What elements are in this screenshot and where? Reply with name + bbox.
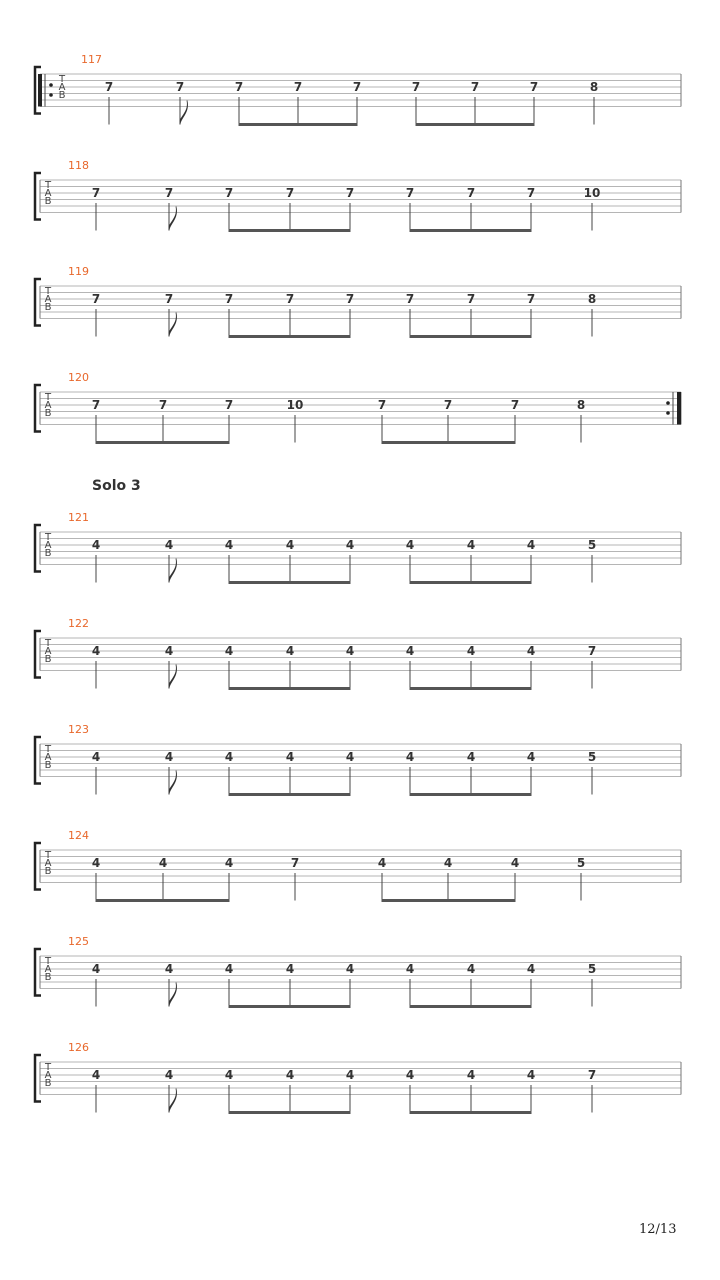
measure-number: 123	[68, 723, 89, 736]
fret-number: 4	[526, 644, 536, 658]
tab-clef-letter: B	[44, 866, 52, 877]
repeat-start-thick-bar	[38, 74, 42, 107]
fret-number: 7	[470, 80, 480, 94]
tab-system	[0, 1041, 720, 1156]
fret-number: 7	[466, 292, 476, 306]
fret-number: 4	[526, 538, 536, 552]
tab-clef-letter: A	[58, 82, 66, 93]
tab-clef-letter: T	[44, 638, 52, 649]
fret-number: 5	[576, 856, 586, 870]
tab-system	[0, 53, 720, 168]
fret-number: 4	[164, 538, 174, 552]
eighth-flag	[169, 983, 177, 1007]
fret-number: 4	[285, 538, 295, 552]
eighth-flag	[169, 559, 177, 583]
fret-number: 7	[91, 398, 101, 412]
page-number: 12/13	[639, 1222, 677, 1237]
fret-number: 7	[224, 398, 234, 412]
fret-number: 7	[285, 292, 295, 306]
fret-number: 7	[526, 292, 536, 306]
fret-number: 4	[91, 538, 101, 552]
tab-clef-letter: B	[44, 548, 52, 559]
tab-staff	[0, 940, 720, 1050]
fret-number: 4	[405, 644, 415, 658]
fret-number: 8	[576, 398, 586, 412]
fret-number: 7	[345, 292, 355, 306]
fret-number: 4	[405, 962, 415, 976]
fret-number: 4	[224, 750, 234, 764]
tab-staff	[0, 728, 720, 838]
fret-number: 7	[466, 186, 476, 200]
fret-number: 4	[91, 750, 101, 764]
tab-clef-letter: T	[44, 744, 52, 755]
fret-number: 7	[164, 292, 174, 306]
tab-staff	[0, 376, 720, 486]
tab-clef-letter: A	[44, 188, 52, 199]
fret-number: 10	[583, 186, 601, 200]
fret-number: 4	[466, 962, 476, 976]
tab-system	[0, 935, 720, 1050]
fret-number: 4	[224, 856, 234, 870]
fret-number: 7	[405, 186, 415, 200]
fret-number: 7	[290, 856, 300, 870]
fret-number: 5	[587, 538, 597, 552]
fret-number: 7	[175, 80, 185, 94]
eighth-flag	[169, 1089, 177, 1113]
tab-staff	[0, 58, 720, 168]
tab-clef-letter: A	[44, 1070, 52, 1081]
tab-clef-letter: B	[44, 654, 52, 665]
fret-number: 7	[411, 80, 421, 94]
tab-staff	[0, 834, 720, 944]
fret-number: 7	[293, 80, 303, 94]
fret-number: 7	[352, 80, 362, 94]
tab-clef-letter: T	[44, 1062, 52, 1073]
tab-clef-letter: A	[44, 752, 52, 763]
tab-system	[0, 371, 720, 486]
repeat-end-thick-bar	[677, 392, 681, 425]
fret-number: 4	[345, 750, 355, 764]
tab-clef-letter: T	[44, 956, 52, 967]
fret-number: 7	[587, 1068, 597, 1082]
tab-clef-letter: B	[44, 196, 52, 207]
fret-number: 7	[224, 292, 234, 306]
tab-staff	[0, 164, 720, 274]
tab-clef-letter: T	[44, 286, 52, 297]
fret-number: 7	[158, 398, 168, 412]
tab-system	[0, 723, 720, 838]
tab-clef-letter: A	[44, 964, 52, 975]
fret-number: 7	[91, 186, 101, 200]
tab-clef-letter: A	[44, 858, 52, 869]
fret-number: 4	[510, 856, 520, 870]
fret-number: 7	[104, 80, 114, 94]
fret-number: 7	[443, 398, 453, 412]
tab-clef-letter: B	[44, 1078, 52, 1089]
fret-number: 4	[224, 644, 234, 658]
tab-clef-letter: T	[44, 850, 52, 861]
fret-number: 4	[224, 962, 234, 976]
tab-clef-letter: B	[44, 760, 52, 771]
repeat-dot	[49, 93, 53, 97]
eighth-flag	[169, 771, 177, 795]
repeat-dot	[666, 401, 670, 405]
tab-clef-letter: T	[44, 180, 52, 191]
fret-number: 7	[234, 80, 244, 94]
fret-number: 4	[224, 538, 234, 552]
fret-number: 4	[466, 644, 476, 658]
fret-number: 4	[91, 644, 101, 658]
fret-number: 4	[345, 538, 355, 552]
tab-system	[0, 159, 720, 274]
fret-number: 7	[405, 292, 415, 306]
tab-clef-letter: A	[44, 646, 52, 657]
eighth-flag	[169, 207, 177, 231]
fret-number: 4	[164, 750, 174, 764]
repeat-dot	[49, 83, 53, 87]
eighth-flag	[180, 101, 188, 125]
fret-number: 4	[345, 1068, 355, 1082]
fret-number: 7	[91, 292, 101, 306]
measure-number: 124	[68, 829, 89, 842]
fret-number: 7	[529, 80, 539, 94]
fret-number: 7	[510, 398, 520, 412]
measure-number: 126	[68, 1041, 89, 1054]
fret-number: 4	[466, 750, 476, 764]
tab-clef-letter: A	[44, 294, 52, 305]
fret-number: 7	[526, 186, 536, 200]
fret-number: 4	[285, 962, 295, 976]
eighth-flag	[169, 665, 177, 689]
fret-number: 7	[164, 186, 174, 200]
tab-clef-letter: B	[44, 972, 52, 983]
fret-number: 4	[345, 644, 355, 658]
fret-number: 5	[587, 750, 597, 764]
fret-number: 4	[405, 538, 415, 552]
tab-clef-letter: A	[44, 540, 52, 551]
fret-number: 4	[345, 962, 355, 976]
measure-number: 119	[68, 265, 89, 278]
tab-clef-letter: B	[44, 302, 52, 313]
measure-number: 120	[68, 371, 89, 384]
fret-number: 4	[158, 856, 168, 870]
fret-number: 4	[285, 644, 295, 658]
fret-number: 4	[285, 750, 295, 764]
fret-number: 4	[91, 856, 101, 870]
measure-number: 121	[68, 511, 89, 524]
fret-number: 8	[587, 292, 597, 306]
measure-number: 125	[68, 935, 89, 948]
fret-number: 7	[587, 644, 597, 658]
measure-number: 118	[68, 159, 89, 172]
fret-number: 4	[526, 962, 536, 976]
fret-number: 4	[285, 1068, 295, 1082]
fret-number: 4	[526, 1068, 536, 1082]
measure-number: 122	[68, 617, 89, 630]
tab-clef-letter: T	[44, 392, 52, 403]
tab-clef-letter: B	[58, 90, 66, 101]
tab-clef-letter: T	[58, 74, 66, 85]
fret-number: 10	[286, 398, 304, 412]
fret-number: 4	[526, 750, 536, 764]
tab-system	[0, 265, 720, 380]
tab-staff	[0, 270, 720, 380]
tab-system	[0, 829, 720, 944]
tab-staff	[0, 516, 720, 626]
tab-clef-letter: A	[44, 400, 52, 411]
fret-number: 4	[405, 1068, 415, 1082]
tab-clef-letter: T	[44, 532, 52, 543]
fret-number: 4	[377, 856, 387, 870]
fret-number: 4	[164, 962, 174, 976]
fret-number: 4	[164, 644, 174, 658]
section-label: Solo 3	[92, 478, 141, 494]
eighth-flag	[169, 313, 177, 337]
measure-number: 117	[81, 53, 102, 66]
tab-staff	[0, 622, 720, 732]
tab-staff	[0, 1046, 720, 1156]
fret-number: 4	[405, 750, 415, 764]
tab-clef-letter: B	[44, 408, 52, 419]
fret-number: 4	[466, 538, 476, 552]
repeat-dot	[666, 411, 670, 415]
tab-system	[0, 511, 720, 626]
fret-number: 4	[466, 1068, 476, 1082]
fret-number: 4	[91, 962, 101, 976]
fret-number: 8	[589, 80, 599, 94]
fret-number: 7	[345, 186, 355, 200]
fret-number: 7	[377, 398, 387, 412]
fret-number: 5	[587, 962, 597, 976]
tab-system	[0, 617, 720, 732]
fret-number: 4	[91, 1068, 101, 1082]
fret-number: 4	[164, 1068, 174, 1082]
fret-number: 4	[443, 856, 453, 870]
fret-number: 7	[224, 186, 234, 200]
fret-number: 7	[285, 186, 295, 200]
fret-number: 4	[224, 1068, 234, 1082]
